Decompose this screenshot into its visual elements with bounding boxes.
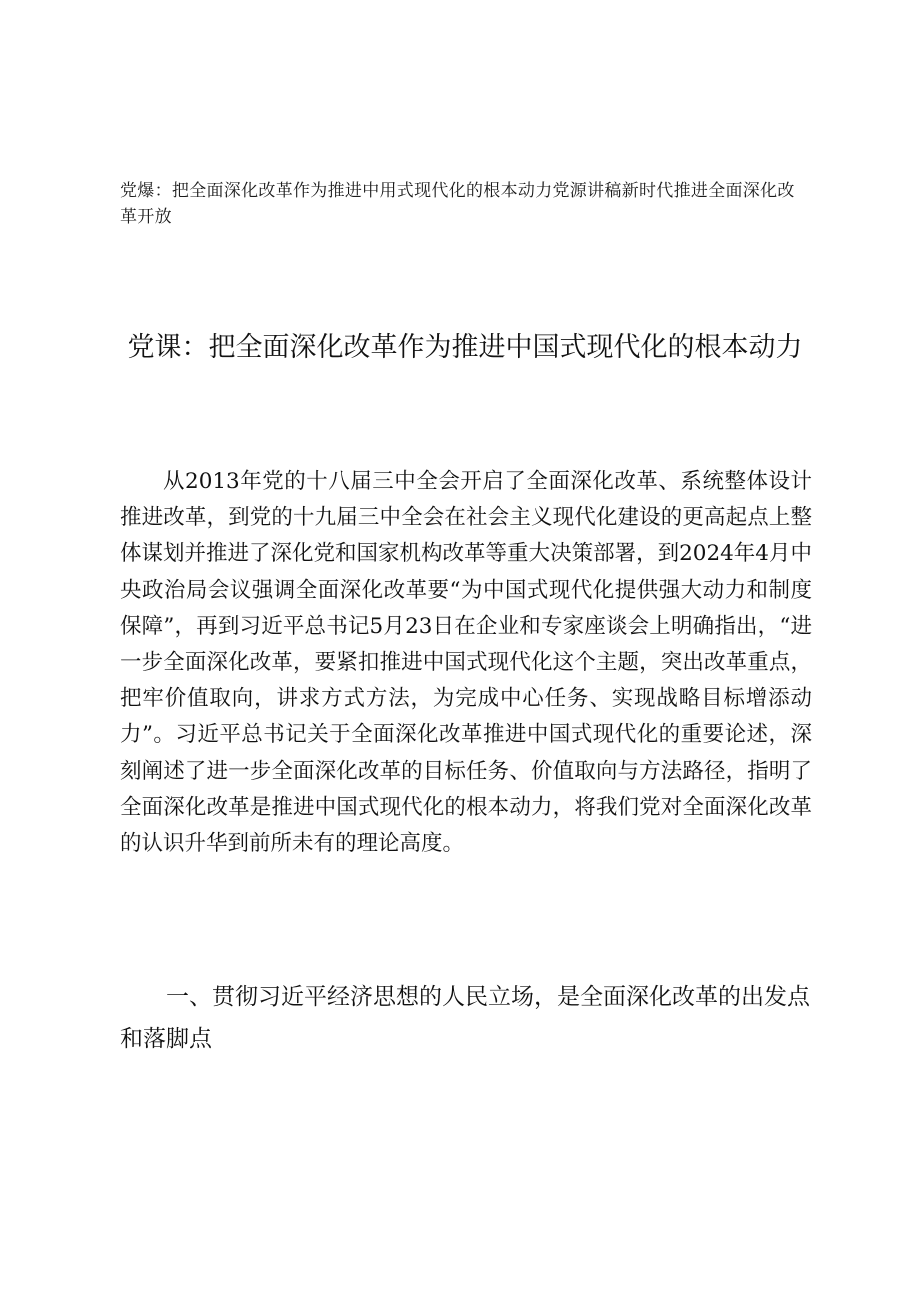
document-header-title: 党爆：把全面深化改革作为推进中用式现代化的根本动力党源讲稿新时代推进全面深化改革开放 bbox=[120, 181, 795, 227]
page-title: 党课：把全面深化改革作为推进中国式现代化的根本动力 bbox=[127, 332, 803, 363]
section-heading: 一、贯彻习近平经济思想的人民立场，是全面深化改革的出发点和落脚点 bbox=[120, 984, 810, 1052]
body-paragraph: 从2013年党的十八届三中全会开启了全面深化改革、系统整体设计推进改革，到党的十九届三中全会在社会主义现代化建设的更高起点上整体谋划并推进了深化党和国家机构改革等重大决策部署，到2024年4月中央政治局会议强调全面深化改革要“为中国式现代化提供强大动力和制度保障”，再到习近平总书记5月23日在企业和专家座谈会上明确指出，“进一步全面深化改革，要紧扣推进中国式现代化这个主题，突出改革重点，把牢价值取向，讲求方式方法，为完成中心任务、实现战略目标增添动力”。习近平总书记关于全面深化改革推进中国式现代化的重要论述，深刻阐述了进一步全面深化改革的目标任务、价值取向与方法路径，指明了全面深化改革是推进中国式现代化的根本动力，将我们党对全面深化改革的认识升华到前所未有的理论高度。 bbox=[120, 469, 812, 857]
